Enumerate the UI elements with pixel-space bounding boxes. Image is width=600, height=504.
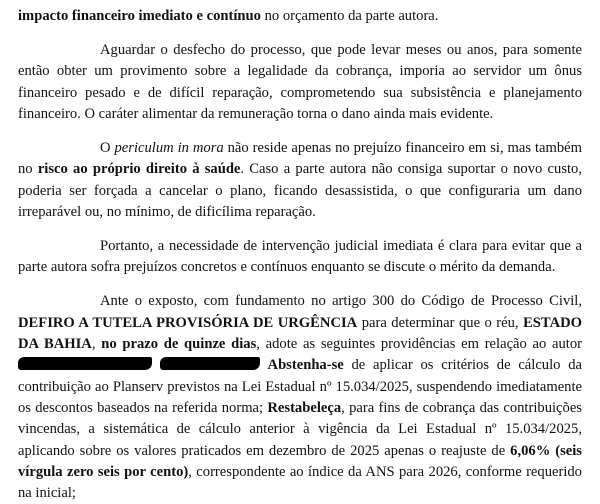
body-text: Ante o exposto, com fundamento no artigo 300 do Código de Processo Civil, bbox=[100, 293, 582, 310]
bold-text: Restabeleça bbox=[267, 399, 342, 416]
body-text: Aguardar o desfecho do processo, que pode levar meses ou anos, para somente então obter um provimento sobre a legalidade da cobrança, imporia ao servidor um ônus financeiro pesado e de difícil reparação, comprometendo sua subsistência e planejamento financeiro. O caráter alimentar da remuneração torna o dano ainda mais evidente. bbox=[18, 42, 582, 122]
body-text: , bbox=[91, 336, 102, 353]
paragraph-await-outcome bbox=[18, 40, 582, 125]
bold-text: DEFIRO A TUTELA PROVISÓRIA DE URGÊNCIA bbox=[18, 314, 358, 331]
paragraph-impact bbox=[18, 6, 582, 27]
redaction-bar bbox=[18, 357, 152, 370]
body-text: de aplicar os critérios de cálculo da contribuição ao Planserv previstos na Lei Estadual nº 15.034/2025, suspendendo imediatamente os descontos baseados na referida norma; bbox=[18, 357, 582, 416]
body-text: O bbox=[100, 140, 115, 157]
body-text: para determinar que o réu, bbox=[357, 314, 524, 331]
body-text: Portanto, a necessidade de intervenção judicial imediata é clara para evitar que a parte autora sofra prejuízos concretos e contínuos enquanto se discute o mérito da demanda. bbox=[18, 238, 582, 276]
paragraph-periculum-in-mora bbox=[18, 138, 582, 223]
body-text: não reside apenas no prejuízo financeiro em si, mas também no bbox=[18, 140, 582, 178]
paragraph-decision bbox=[18, 291, 582, 504]
bold-text: risco ao próprio direito à saúde bbox=[37, 161, 241, 178]
bold-text: no prazo de quinze dias bbox=[101, 336, 257, 353]
bold-text: 6,06% (seis vírgula zero seis por cento) bbox=[18, 442, 582, 480]
italic-term: periculum in mora bbox=[114, 140, 224, 157]
body-text: no orçamento da parte autora. bbox=[260, 8, 439, 24]
redaction-bar bbox=[160, 357, 260, 370]
body-text: , correspondente ao índice da ANS para 2026, conforme requerido na inicial; bbox=[18, 463, 582, 502]
bold-text: Abstenha-se bbox=[267, 357, 344, 374]
bold-text: ESTADO DA BAHIA bbox=[18, 314, 583, 353]
body-text: , adote as seguintes providências em relação ao autor bbox=[256, 336, 583, 353]
bold-text: impacto financeiro imediato e contínuo bbox=[18, 8, 261, 24]
body-text: . Caso a parte autora não consiga suportar o novo custo, poderia ser forçada a cancelar o plano, ficando desassistida, o que configuraria um dano irreparável ou, no mínimo, de dificílima reparação. bbox=[18, 161, 583, 220]
paragraph-intervention-need bbox=[18, 236, 582, 279]
body-text: , para fins de cobrança das contribuições vincendas, a sistemática de cálculo anterior à vigência da Lei Estadual nº 15.034/2025, aplicando sobre os valores praticados em dezembro de 2025 apenas o reajuste de bbox=[18, 399, 582, 459]
